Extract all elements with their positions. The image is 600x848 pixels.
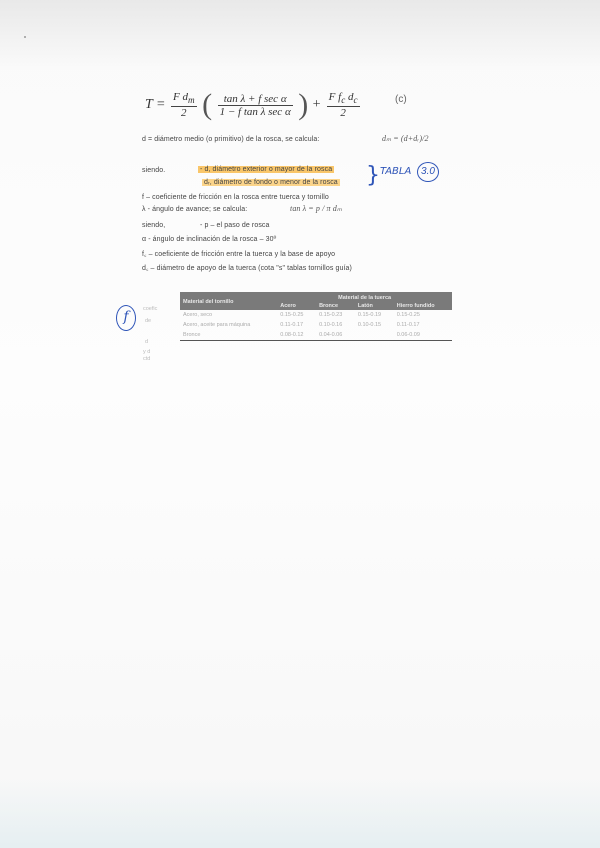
margin-note: coefic xyxy=(143,306,158,312)
formula-frac1: $\frac{F d_m}{2}$ xyxy=(172,91,195,119)
table-row: Acero, seco 0.15-0.25 0.15-0.23 0.15-0.19 0.15-0.25 xyxy=(183,312,420,318)
lambda-formula: tan λ = p / π dₘ xyxy=(290,204,342,213)
torque-formula: T = $\frac{F d_m}{2}$ ( $\frac{\text{tan λ + f sec α}}{\text{1 − f tan λ sec α}}$ ) + $\frac{F f_c d_c}{2}$ xyxy=(145,88,358,121)
lambda-definition: λ - ángulo de avance; se calcula: xyxy=(142,206,248,213)
dr-definition: dᵣ, diámetro de fondo o menor de la rosca xyxy=(204,179,338,186)
table-row: Acero, aceite para máquina 0.11-0.17 0.10-0.16 0.10-0.15 0.11-0.17 xyxy=(183,322,420,328)
p-definition: - p – el paso de rosca xyxy=(200,222,270,229)
table-header-group: Material de la tuerca xyxy=(277,292,452,302)
table-col-header: Acero xyxy=(277,302,316,310)
d-definition: - d, diámetro exterior o mayor de la rosca xyxy=(200,166,333,173)
scan-shadow-top xyxy=(0,0,600,70)
formula-lhs: T = xyxy=(145,97,166,113)
handwritten-table-number: 3.0 xyxy=(417,162,439,182)
handwritten-tabla: TABLA xyxy=(380,166,412,177)
margin-note: d xyxy=(145,339,149,345)
scan-shadow-bottom xyxy=(0,778,600,848)
dc-definition: d꜀ – diámetro de apoyo de la tuerca (cota "s" tablas tornillos guía) xyxy=(142,265,352,272)
handwritten-circled-f: f xyxy=(116,305,136,331)
formula-frac2: $\frac{\text{tan λ + f sec α}}{\text{1 − f tan λ sec α}}$ xyxy=(219,92,291,118)
table-col-header: Latón xyxy=(355,302,394,310)
equation-label: (c) xyxy=(395,94,407,105)
f-definition: f – coeficiente de fricción en la rosca entre tuerca y tornillo xyxy=(142,194,329,201)
formula-plus: + xyxy=(311,97,322,113)
table-header-material-screw: Material del tornillo xyxy=(180,292,277,310)
formula-frac3: $\frac{F f_c d_c}{2}$ xyxy=(328,91,358,119)
table-col-header: Bronce xyxy=(316,302,355,310)
margin-note: ctd xyxy=(143,356,151,362)
margin-note: y d xyxy=(143,349,151,355)
dm-formula: dₘ = (d+dᵣ)/2 xyxy=(382,134,429,143)
table-col-header: Hierro fundido xyxy=(394,302,452,310)
fc-definition: f꜀ – coeficiente de fricción entre la tuerca y la base de apoyo xyxy=(142,251,336,258)
table-row: Bronce 0.08-0.12 0.04-0.06 0.06-0.09 xyxy=(180,330,452,341)
alpha-definition: α - ángulo de inclinación de la rosca – 30º xyxy=(142,236,277,243)
siendo-1: siendo. xyxy=(142,167,166,174)
handwritten-brace: } xyxy=(366,163,380,188)
margin-note: de xyxy=(145,318,152,324)
scan-speck xyxy=(24,36,26,38)
siendo-2: siendo, xyxy=(142,222,166,229)
dm-definition: d = diámetro medio (o primitivo) de la rosca, se calcula: xyxy=(142,136,320,143)
friction-coefficient-table xyxy=(180,292,452,341)
